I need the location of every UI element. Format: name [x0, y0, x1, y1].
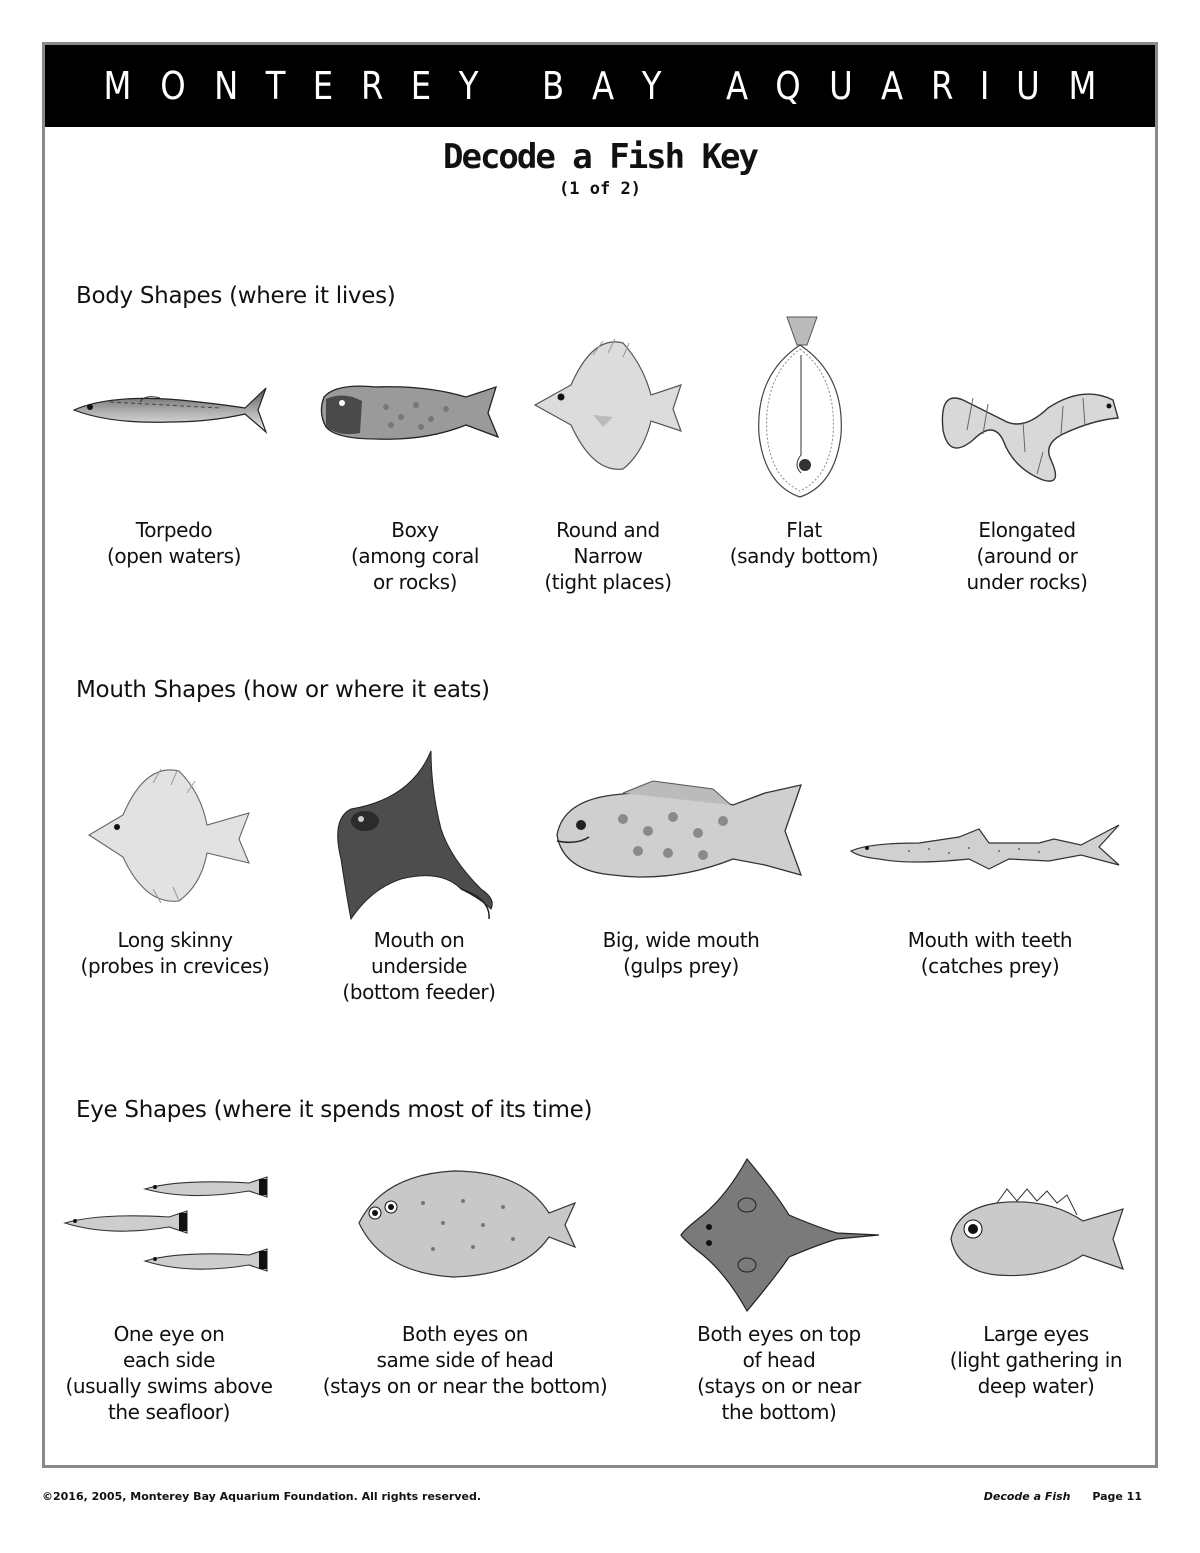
banner-letter: T [265, 64, 286, 108]
caption-line: Flat [786, 518, 822, 542]
banner-letter: Y [642, 64, 662, 108]
flounder-icon [353, 1163, 578, 1283]
caption-line: (gulps prey) [623, 954, 739, 978]
caption-line: Large eyes [983, 1322, 1089, 1346]
banner-letter: M [1068, 64, 1097, 108]
banner-letter: A [725, 64, 748, 108]
caption-line: (probes in crevices) [80, 954, 270, 978]
caption-line: Round and [556, 518, 660, 542]
caption-large-eyes [950, 1321, 1122, 1399]
banner-letter: E [312, 64, 334, 108]
skate-icon [677, 1155, 882, 1315]
caption-line: each side [123, 1348, 215, 1372]
page-footer [984, 1490, 1142, 1503]
school-of-fish-icon [59, 1173, 281, 1278]
caption-elongated [967, 517, 1088, 595]
caption-big-wide-mouth [603, 927, 760, 979]
caption-line: Mouth on [373, 928, 465, 952]
banner-letter: R [930, 64, 954, 108]
caption-one-eye [65, 1321, 272, 1425]
banner-gap [505, 64, 515, 108]
caption-flat [730, 517, 879, 569]
elongated-eel-icon [930, 360, 1130, 495]
section-heading-eye: Eye Shapes (where it spends most of its time) [76, 1097, 593, 1123]
caption-line: same side of head [376, 1348, 554, 1372]
banner-gap [688, 64, 698, 108]
caption-round-narrow [544, 517, 671, 595]
boxy-fish-icon [313, 377, 503, 447]
page-title: Decode a Fish Key [443, 137, 757, 177]
copyright-notice: ©2016, 2005, Monterey Bay Aquarium Foundation. All rights reserved. [42, 1490, 482, 1503]
caption-line: Mouth with teeth [907, 928, 1073, 952]
section-heading-body: Body Shapes (where it lives) [76, 283, 396, 309]
caption-mouth-underside [342, 927, 495, 1005]
footer-doc-title: Decode a Fish [983, 1490, 1071, 1503]
caption-line: the bottom) [721, 1400, 837, 1424]
banner-letter: U [1016, 64, 1041, 108]
section-heading-mouth: Mouth Shapes (how or where it eats) [76, 677, 490, 703]
page-subtitle: (1 of 2) [559, 179, 641, 199]
caption-long-skinny [81, 927, 270, 979]
aquarium-banner [45, 45, 1155, 127]
caption-line: underside [371, 954, 467, 978]
banner-letter: B [542, 64, 565, 108]
round-narrow-fish-icon [533, 335, 683, 475]
banner-letter: Y [459, 64, 479, 108]
caption-mouth-teeth [908, 927, 1072, 979]
banner-letter: R [360, 64, 384, 108]
banner-letter: A [880, 64, 904, 108]
caption-line: Torpedo [135, 518, 213, 542]
banner-letter: U [829, 64, 854, 108]
banner-letter: Q [775, 64, 802, 108]
caption-line: (stays on or near the bottom) [322, 1374, 608, 1398]
caption-line: (open waters) [106, 544, 242, 568]
caption-line: Narrow [573, 544, 643, 568]
caption-torpedo [107, 517, 241, 569]
rockfish-icon [947, 1185, 1127, 1285]
caption-line: (catches prey) [920, 954, 1060, 978]
caption-line: (light gathering in [949, 1348, 1123, 1372]
caption-line: Big, wide mouth [602, 928, 760, 952]
banner-letter: N [213, 64, 238, 108]
ray-icon [331, 749, 501, 924]
banner-letter: M [103, 64, 132, 108]
caption-line: Both eyes on [401, 1322, 529, 1346]
caption-line: Boxy [391, 518, 439, 542]
torpedo-fish-icon [65, 380, 275, 440]
caption-both-eyes-top [697, 1321, 861, 1425]
caption-line: (tight places) [544, 570, 672, 594]
caption-both-eyes-side [323, 1321, 608, 1399]
caption-line: (among coral [351, 544, 479, 568]
grouper-icon [553, 775, 803, 895]
caption-line: (stays on or near [697, 1374, 861, 1398]
butterflyfish-icon [83, 763, 253, 908]
caption-line: Long skinny [117, 928, 233, 952]
caption-line: Both eyes on top [697, 1322, 861, 1346]
banner-letter: A [592, 64, 615, 108]
shark-icon [849, 821, 1124, 881]
caption-line: (usually swims above [65, 1374, 273, 1398]
caption-line: deep water) [977, 1374, 1095, 1398]
banner-letter: O [159, 64, 186, 108]
caption-line: One eye on [113, 1322, 225, 1346]
caption-line: under rocks) [966, 570, 1088, 594]
page-number: Page 11 [1092, 1490, 1142, 1503]
caption-line: (bottom feeder) [342, 980, 496, 1004]
caption-line: Elongated [978, 518, 1076, 542]
caption-line: or rocks) [372, 570, 458, 594]
banner-letter: E [411, 64, 432, 108]
caption-line: of head [742, 1348, 816, 1372]
caption-boxy [351, 517, 479, 595]
banner-letter: I [980, 64, 990, 108]
flat-fish-icon [745, 315, 855, 500]
caption-line: the seafloor) [107, 1400, 231, 1424]
caption-line: (sandy bottom) [729, 544, 879, 568]
page-frame [42, 42, 1158, 1468]
caption-line: (around or [976, 544, 1078, 568]
